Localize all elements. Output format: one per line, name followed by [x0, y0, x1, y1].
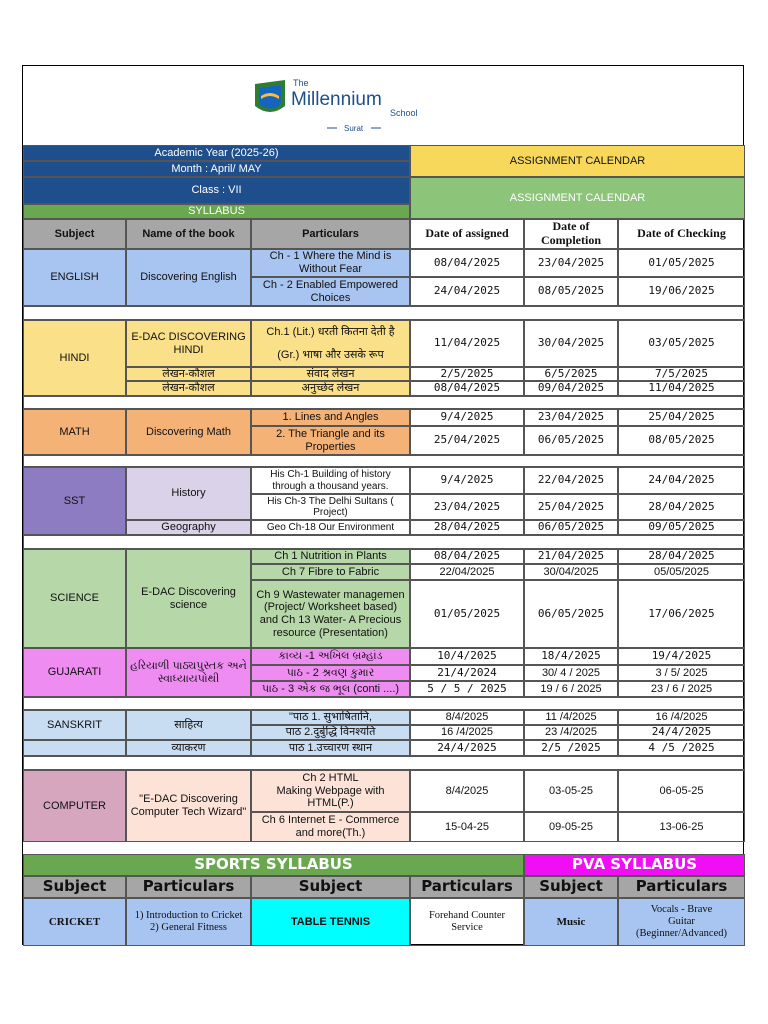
millennium-logo-icon: [23, 66, 743, 145]
sports-particulars-header-2: Particulars: [410, 876, 524, 898]
sanskrit-checking-3: 4 /5 /2025: [618, 740, 745, 756]
hindi-particular-1-gr: (Gr.) भाषा और उसके रूप: [277, 348, 384, 361]
academic-year: Academic Year (2025-26): [23, 145, 410, 161]
sports-subject-header-2: Subject: [251, 876, 410, 898]
computer-completion-1: 03-05-25: [524, 770, 618, 812]
book-math: Discovering Math: [126, 409, 251, 455]
sports-table-tennis: TABLE TENNIS: [251, 898, 410, 946]
science-checking-3: 17/06/2025: [618, 580, 745, 648]
english-completion-1: 23/04/2025: [524, 249, 618, 277]
sports-cricket: CRICKET: [23, 898, 126, 946]
book-english: Discovering English: [126, 249, 251, 306]
sanskrit-assigned-3: 24/4/2025: [410, 740, 524, 756]
english-assigned-1: 08/04/2025: [410, 249, 524, 277]
hindi-completion-2: 6/5/2025: [524, 367, 618, 381]
math-particular-1: 1. Lines and Angles: [251, 409, 410, 426]
science-assigned-3: 01/05/2025: [410, 580, 524, 648]
sports-particulars-header-1: Particulars: [126, 876, 251, 898]
sst-completion-1: 22/04/2025: [524, 467, 618, 494]
col-date-completion: Date of Completion: [524, 219, 618, 249]
hindi-particular-3: अनुच्छेद लेखन: [251, 381, 410, 396]
sports-cricket-particulars: 1) Introduction to Cricket 2) General Fitness: [126, 898, 251, 946]
logo-school: School: [390, 108, 418, 118]
sst-completion-2: 25/04/2025: [524, 494, 618, 520]
science-assigned-2: 22/04/2025: [410, 564, 524, 580]
science-assigned-1: 08/04/2025: [410, 549, 524, 564]
col-particulars: Particulars: [251, 219, 410, 249]
subject-sst: SST: [23, 467, 126, 535]
pva-particulars-header: Particulars: [618, 876, 745, 898]
book-sanskrit-1: साहित्य: [126, 710, 251, 740]
sst-completion-3: 06/05/2025: [524, 520, 618, 535]
hindi-checking-3: 11/04/2025: [618, 381, 745, 396]
hindi-completion-1: 30/04/2025: [524, 320, 618, 367]
sst-assigned-1: 9/4/2025: [410, 467, 524, 494]
pva-music-particulars: Vocals - Brave Guitar (Beginner/Advanced): [618, 898, 745, 946]
book-hindi-1: E-DAC DISCOVERING HINDI: [126, 320, 251, 367]
subject-hindi: HINDI: [23, 320, 126, 396]
sst-assigned-2: 23/04/2025: [410, 494, 524, 520]
book-hindi-2: लेखन-कौशल: [126, 367, 251, 381]
science-checking-1: 28/04/2025: [618, 549, 745, 564]
science-completion-3: 06/05/2025: [524, 580, 618, 648]
spacer-row: [23, 756, 745, 770]
subject-sanskrit: SANSKRIT: [23, 710, 126, 740]
english-particular-2: Ch - 2 Enabled Empowered Choices: [251, 277, 410, 306]
pva-music: Music: [524, 898, 618, 946]
computer-checking-1: 06-05-25: [618, 770, 745, 812]
english-particular-1: Ch - 1 Where the Mind is Without Fear: [251, 249, 410, 277]
math-assigned-2: 25/04/2025: [410, 426, 524, 455]
computer-checking-2: 13-06-25: [618, 812, 745, 842]
math-completion-2: 06/05/2025: [524, 426, 618, 455]
spacer-row: [23, 535, 745, 549]
sports-subject-header-1: Subject: [23, 876, 126, 898]
sanskrit-checking-2: 24/4/2025: [618, 725, 745, 740]
gujarati-particular-3: પાઠ - 3 એક જ ભૂલ (conti ....): [251, 681, 410, 697]
gujarati-completion-3: 19 / 6 / 2025: [524, 681, 618, 697]
science-particular-3: Ch 9 Wastewater managemen (Project/ Worksheet based) and Ch 13 Water- A Precious resource (Presentation): [251, 580, 410, 648]
gujarati-checking-2: 3 / 5/ 2025: [618, 665, 745, 681]
gujarati-assigned-2: 21/4/2024: [410, 665, 524, 681]
book-computer: "E-DAC Discovering Computer Tech Wizard": [126, 770, 251, 842]
science-particular-1: Ch 1 Nutrition in Plants: [251, 549, 410, 564]
math-completion-1: 23/04/2025: [524, 409, 618, 426]
gujarati-assigned-3: 5 / 5 / 2025: [410, 681, 524, 697]
col-subject: Subject: [23, 219, 126, 249]
computer-assigned-2: 15-04-25: [410, 812, 524, 842]
spacer-row: [23, 697, 745, 710]
subject-science: SCIENCE: [23, 549, 126, 648]
hindi-particular-1: [251, 320, 410, 367]
book-gujarati: હરિયાળી પાઠ્યપુસ્તક અને સ્વાધ્યાયપોથી: [126, 648, 251, 697]
book-sst-geography: Geography: [126, 520, 251, 535]
computer-particular-1: Ch 2 HTML Making Webpage with HTML(P.): [251, 770, 410, 812]
school-logo: [23, 66, 743, 145]
subject-computer: COMPUTER: [23, 770, 126, 842]
sanskrit-checking-1: 16 /4/2025: [618, 710, 745, 725]
assignment-calendar-subtitle: ASSIGNMENT CALENDAR: [410, 177, 745, 219]
sst-checking-3: 09/05/2025: [618, 520, 745, 535]
class-label: Class : VII: [23, 177, 410, 204]
sports-syllabus-title: SPORTS SYLLABUS: [23, 854, 524, 876]
math-particular-2: 2. The Triangle and its Properties: [251, 426, 410, 455]
assignment-calendar-page: [22, 65, 744, 945]
month: Month : April/ MAY: [23, 161, 410, 177]
gujarati-particular-2: પાઠ - 2 શ્રવણ કુમાર: [251, 665, 410, 681]
hindi-assigned-3: 08/04/2025: [410, 381, 524, 396]
subject-math: MATH: [23, 409, 126, 455]
hindi-assigned-2: 2/5/2025: [410, 367, 524, 381]
sanskrit-assigned-1: 8/4/2025: [410, 710, 524, 725]
english-checking-1: 01/05/2025: [618, 249, 745, 277]
hindi-assigned-1: 11/04/2025: [410, 320, 524, 367]
sanskrit-completion-3: 2/5 /2025: [524, 740, 618, 756]
sst-checking-2: 28/04/2025: [618, 494, 745, 520]
subject-sanskrit-cont: [23, 740, 126, 756]
subject-gujarati: GUJARATI: [23, 648, 126, 697]
gujarati-completion-2: 30/ 4 / 2025: [524, 665, 618, 681]
english-completion-2: 08/05/2025: [524, 277, 618, 306]
syllabus-label: SYLLABUS: [23, 204, 410, 219]
pva-syllabus-title: PVA SYLLABUS: [524, 854, 745, 876]
math-assigned-1: 9/4/2025: [410, 409, 524, 426]
science-particular-2: Ch 7 Fibre to Fabric: [251, 564, 410, 580]
logo-name: Millennium: [291, 89, 382, 110]
hindi-particular-2: संवाद लेखन: [251, 367, 410, 381]
book-hindi-3: लेखन-कौशल: [126, 381, 251, 396]
assignment-calendar-title: ASSIGNMENT CALENDAR: [410, 145, 745, 177]
sanskrit-assigned-2: 16 /4/2025: [410, 725, 524, 740]
spacer-row: [23, 306, 745, 320]
math-checking-1: 25/04/2025: [618, 409, 745, 426]
science-completion-2: 30/04/2025: [524, 564, 618, 580]
sst-assigned-3: 28/04/2025: [410, 520, 524, 535]
gujarati-checking-3: 23 / 6 / 2025: [618, 681, 745, 697]
hindi-completion-3: 09/04/2025: [524, 381, 618, 396]
col-book: Name of the book: [126, 219, 251, 249]
col-date-assigned: Date of assigned: [410, 219, 524, 249]
book-science: E-DAC Discovering science: [126, 549, 251, 648]
sst-particular-3: Geo Ch-18 Our Environment: [251, 520, 410, 535]
sanskrit-particular-3: पाठ 1.उच्चारण स्थान: [251, 740, 410, 756]
hindi-checking-2: 7/5/2025: [618, 367, 745, 381]
sst-checking-1: 24/04/2025: [618, 467, 745, 494]
computer-assigned-1: 8/4/2025: [410, 770, 524, 812]
logo-city: Surat: [344, 124, 364, 133]
subject-english: ENGLISH: [23, 249, 126, 306]
gujarati-particular-1: કાવ્ય -1 અખિલ બ્રમ્હાંડ: [251, 648, 410, 665]
spacer-row: [23, 455, 745, 467]
english-assigned-2: 24/04/2025: [410, 277, 524, 306]
science-checking-2: 05/05/2025: [618, 564, 745, 580]
sports-tt-particulars: Forehand Counter Service: [410, 898, 524, 946]
spacer-row: [23, 396, 745, 409]
sanskrit-particular-1: "पाठ 1. सुभाषितानि,: [251, 710, 410, 725]
computer-completion-2: 09-05-25: [524, 812, 618, 842]
gujarati-checking-1: 19/4/2025: [618, 648, 745, 665]
gujarati-completion-1: 18/4/2025: [524, 648, 618, 665]
science-completion-1: 21/04/2025: [524, 549, 618, 564]
sst-particular-2: His Ch-3 The Delhi Sultans ( Project): [251, 494, 410, 520]
sst-particular-1: His Ch-1 Building of history through a thousand years.: [251, 467, 410, 494]
pva-subject-header: Subject: [524, 876, 618, 898]
sanskrit-completion-2: 23 /4/2025: [524, 725, 618, 740]
math-checking-2: 08/05/2025: [618, 426, 745, 455]
book-sst-history: History: [126, 467, 251, 520]
col-date-checking: Date of Checking: [618, 219, 745, 249]
computer-particular-2: Ch 6 Internet E - Commerce and more(Th.): [251, 812, 410, 842]
hindi-checking-1: 03/05/2025: [618, 320, 745, 367]
hindi-particular-1-lit: Ch.1 (Lit.) धरती कितना देती है: [266, 325, 395, 338]
sanskrit-completion-1: 11 /4/2025: [524, 710, 618, 725]
gujarati-assigned-1: 10/4/2025: [410, 648, 524, 665]
sanskrit-particular-2: पाठ 2.दुर्बुद्धि विनश्यति: [251, 725, 410, 740]
book-sanskrit-2: व्याकरण: [126, 740, 251, 756]
english-checking-2: 19/06/2025: [618, 277, 745, 306]
logo-the: The: [293, 78, 309, 88]
